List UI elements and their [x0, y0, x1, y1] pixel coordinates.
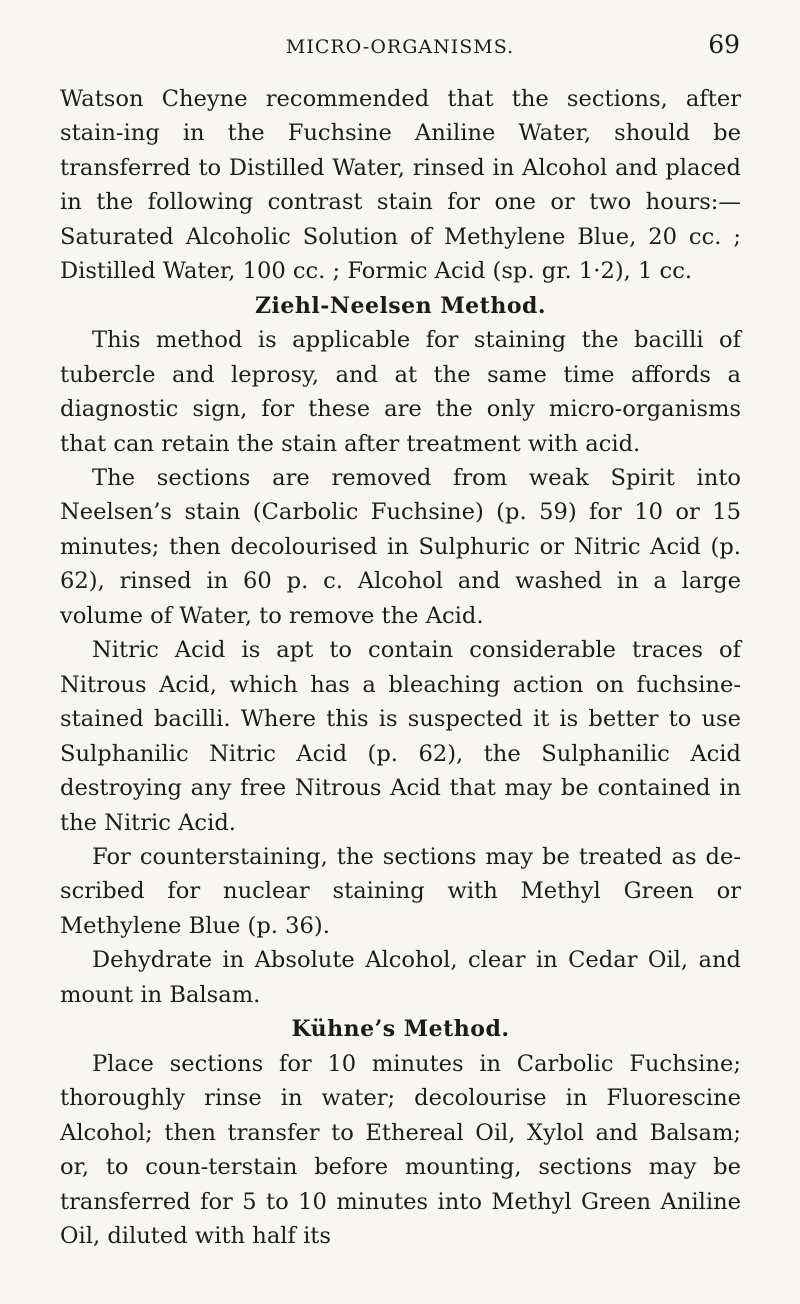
- paragraph-ziehl-procedure: The sections are removed from weak Spirit into Neelsen’s stain (Carbolic Fuchsine) (p. 59) for 10 or 15 minutes; then decolourised in Sulphuric or Nitric Acid (p. 62), rinsed in 60 p. c. Alcohol and washed in a large volume of Water, to remove the Acid.: [60, 464, 741, 629]
- paragraph-ziehl-applicability: This method is applicable for staining the bacilli of tubercle and leprosy, and at the same time affords a diagnostic sign, for these are the only micro-organisms that can retain the stain after treatment with acid.: [60, 327, 741, 457]
- body-text: [60, 82, 741, 1253]
- running-title: MICRO-ORGANISMS.: [285, 36, 515, 58]
- page-number: 69: [708, 30, 740, 59]
- heading-kuhne-method: Kühne’s Method.: [291, 1016, 510, 1043]
- paragraph-dehydrate: Dehydrate in Absolute Alcohol, clear in Cedar Oil, and mount in Balsam.: [60, 947, 741, 1008]
- running-header: [60, 30, 740, 64]
- paragraph-kuhne-procedure: Place sections for 10 minutes in Carbolic Fuchsine; thoroughly rinse in water; decolourise in Fluorescine Alcohol; then transfer to Ethereal Oil, Xylol and Balsam; or, to coun-terstain before mounting, sections may be transferred for 5 to 10 minutes into Methyl Green Aniline Oil, diluted with half its: [60, 1050, 741, 1249]
- paragraph-watson-cheyne: Watson Cheyne recommended that the sections, after stain-ing in the Fuchsine Aniline Water, should be transferred to Distilled Water, rinsed in Alcohol and placed in the following contrast stain for one or two hours:—Saturated Alcoholic Solution of Methylene Blue, 20 cc. ; Distilled Water, 100 cc. ; Formic Acid (sp. gr. 1·2), 1 cc.: [60, 86, 741, 285]
- heading-ziehl-neelsen-method: Ziehl-Neelsen Method.: [254, 292, 547, 319]
- paragraph-counterstaining: For counterstaining, the sections may be treated as de-scribed for nuclear staining with Methyl Green or Methylene Blue (p. 36).: [60, 843, 741, 939]
- paragraph-nitric-acid-note: Nitric Acid is apt to contain considerable traces of Nitrous Acid, which has a bleaching action on fuchsine-stained bacilli. Where this is suspected it is better to use Sulphanilic Nitric Acid (p. 62), the Sulphanilic Acid destroying any free Nitrous Acid that may be contained in the Nitric Acid.: [60, 637, 741, 836]
